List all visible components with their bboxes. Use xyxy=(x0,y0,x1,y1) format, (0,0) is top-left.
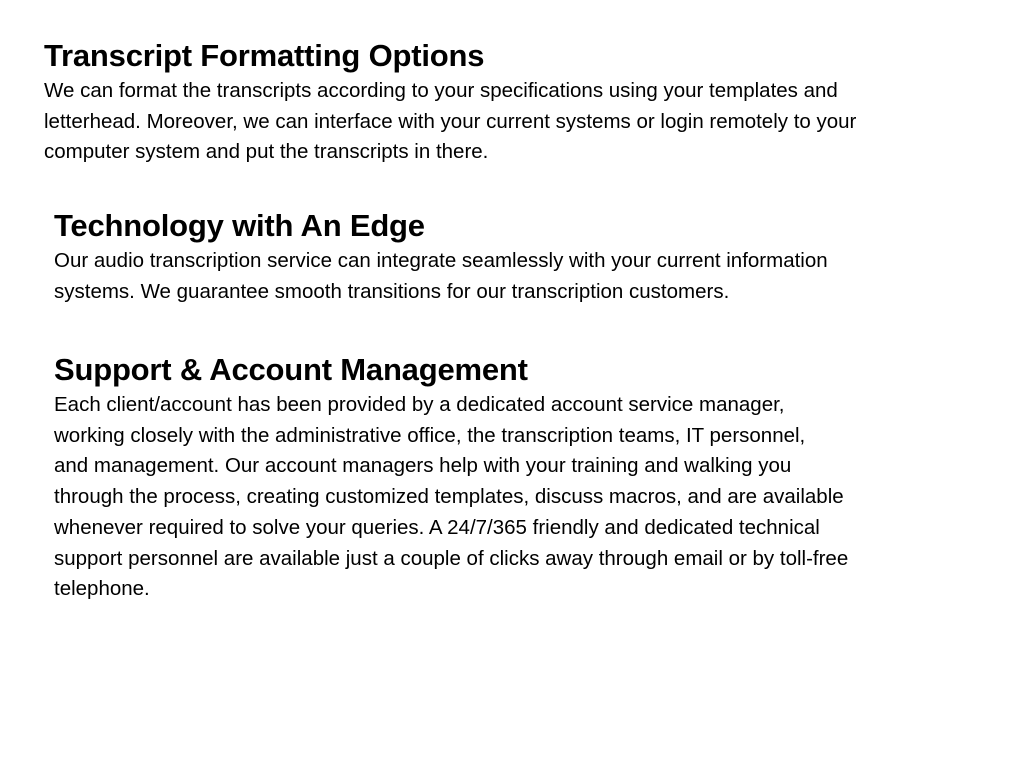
section-body: We can format the transcripts according to your specifications using your templates and letterhead. Moreover, we can interface with your current systems or login remotely to your computer system and put the transcripts in there. xyxy=(44,79,857,164)
section-support-account-management xyxy=(54,350,994,605)
section-heading: Technology with An Edge xyxy=(54,208,425,243)
section-transcript-formatting xyxy=(44,36,1004,168)
section-body: Each client/account has been provided by a dedicated account service manager, working closely with the administrative office, the transcription teams, IT personnel, and management. Our account managers help with your training and walking you through the process, creating customized templates, discuss macros, and are available whenever required to solve your queries. A 24/7/365 friendly and dedicated technical support personnel are available just a couple of clicks away through email or by toll-free telephone. xyxy=(54,393,849,601)
section-technology-edge xyxy=(54,206,994,307)
section-body: Our audio transcription service can integrate seamlessly with your current information systems. We guarantee smooth transitions for our transcription customers. xyxy=(54,249,828,303)
section-heading: Support & Account Management xyxy=(54,352,528,387)
section-heading: Transcript Formatting Options xyxy=(44,38,485,73)
